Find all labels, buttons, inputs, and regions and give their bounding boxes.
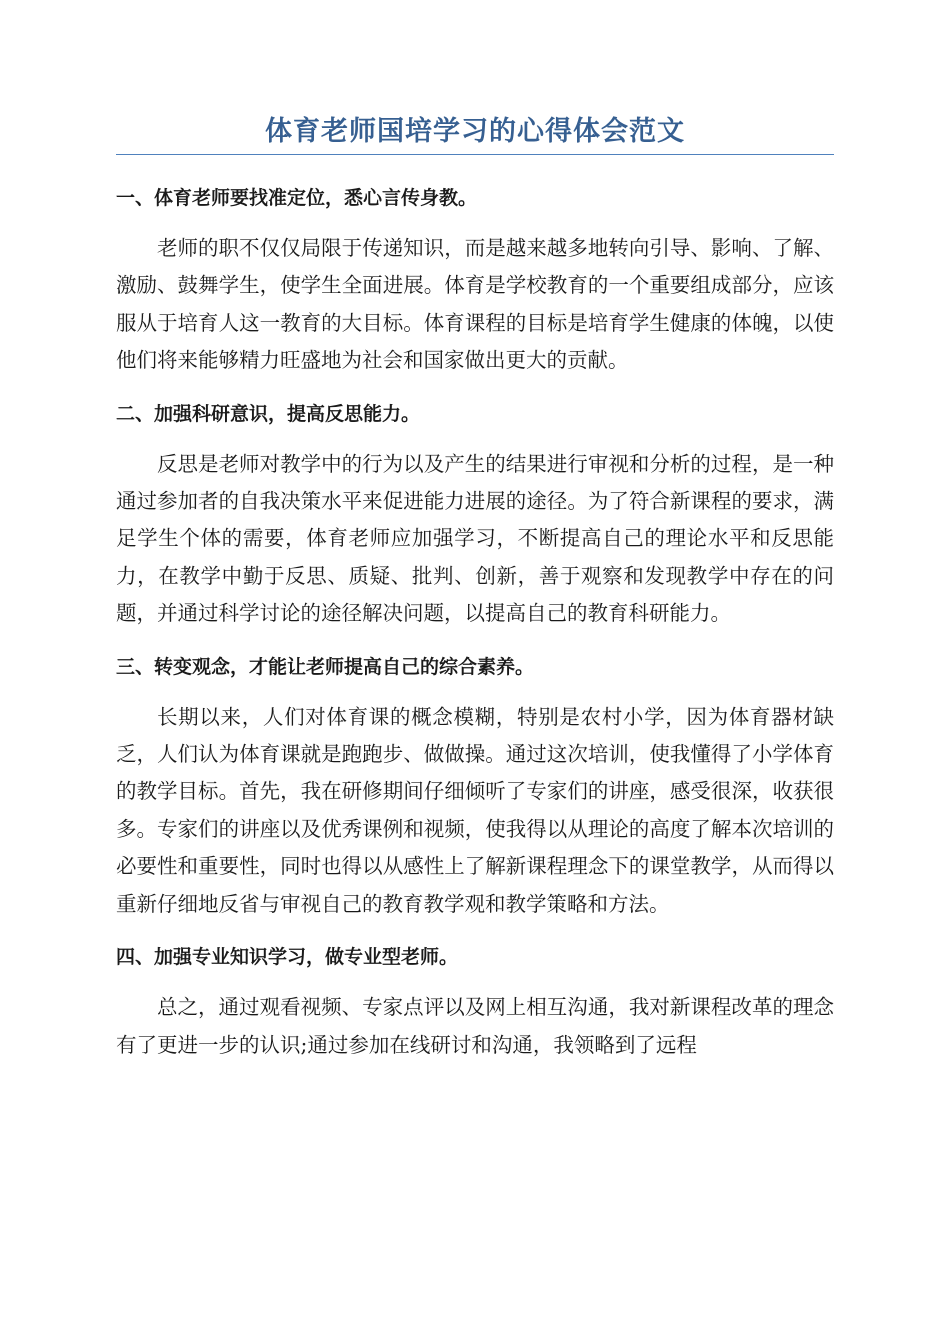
section-paragraph-1: 老师的职不仅仅局限于传递知识，而是越来越多地转向引导、影响、了解、激励、鼓舞学生，使学生全面进展。体育是学校教育的一个重要组成部分，应该服从于培育人这一教育的大目标。体育课程的目标是培育学生健康的体魄，以使他们将来能够精力旺盛地为社会和国家做出更大的贡献。	[116, 236, 834, 373]
section-paragraph-3: 长期以来，人们对体育课的概念模糊，特别是农村小学，因为体育器材缺乏，人们认为体育课就是跑跑步、做做操。通过这次培训，使我懂得了小学体育的教学目标。首先，我在研修期间仔细倾听了专家们的讲座，感受很深，收获很多。专家们的讲座以及优秀课例和视频，使我得以从理论的高度了解本次培训的必要性和重要性，同时也得以从感性上了解新课程理念下的课堂教学，从而得以重新仔细地反省与审视自己的教育教学观和教学策略和方法。	[116, 704, 834, 916]
section-paragraph-4: 总之，通过观看视频、专家点评以及网上相互沟通，我对新课程改革的理念有了更进一步的认识;通过参加在线研讨和沟通，我领略到了远程	[116, 995, 834, 1057]
document-title: 体育老师国培学习的心得体会范文	[116, 112, 834, 155]
section-heading-3: 三、转变观念，才能让老师提高自己的综合素养。	[116, 655, 535, 678]
section-heading-1: 一、体育老师要找准定位，悉心言传身教。	[116, 187, 478, 209]
section-heading-2: 二、加强科研意识，提高反思能力。	[116, 402, 421, 425]
section-paragraph-2: 反思是老师对教学中的行为以及产生的结果进行审视和分析的过程，是一种通过参加者的自我决策水平来促进能力进展的途径。为了符合新课程的要求，满足学生个体的需要，体育老师应加强学习，不断提高自己的理论水平和反思能力，在教学中勤于反思、质疑、批判、创新，善于观察和发现教学中存在的问题，并通过科学讨论的途径解决问题，以提高自己的教育科研能力。	[116, 451, 834, 626]
document-page	[116, 112, 834, 1064]
section-heading-4: 四、加强专业知识学习，做专业型老师。	[116, 946, 459, 969]
